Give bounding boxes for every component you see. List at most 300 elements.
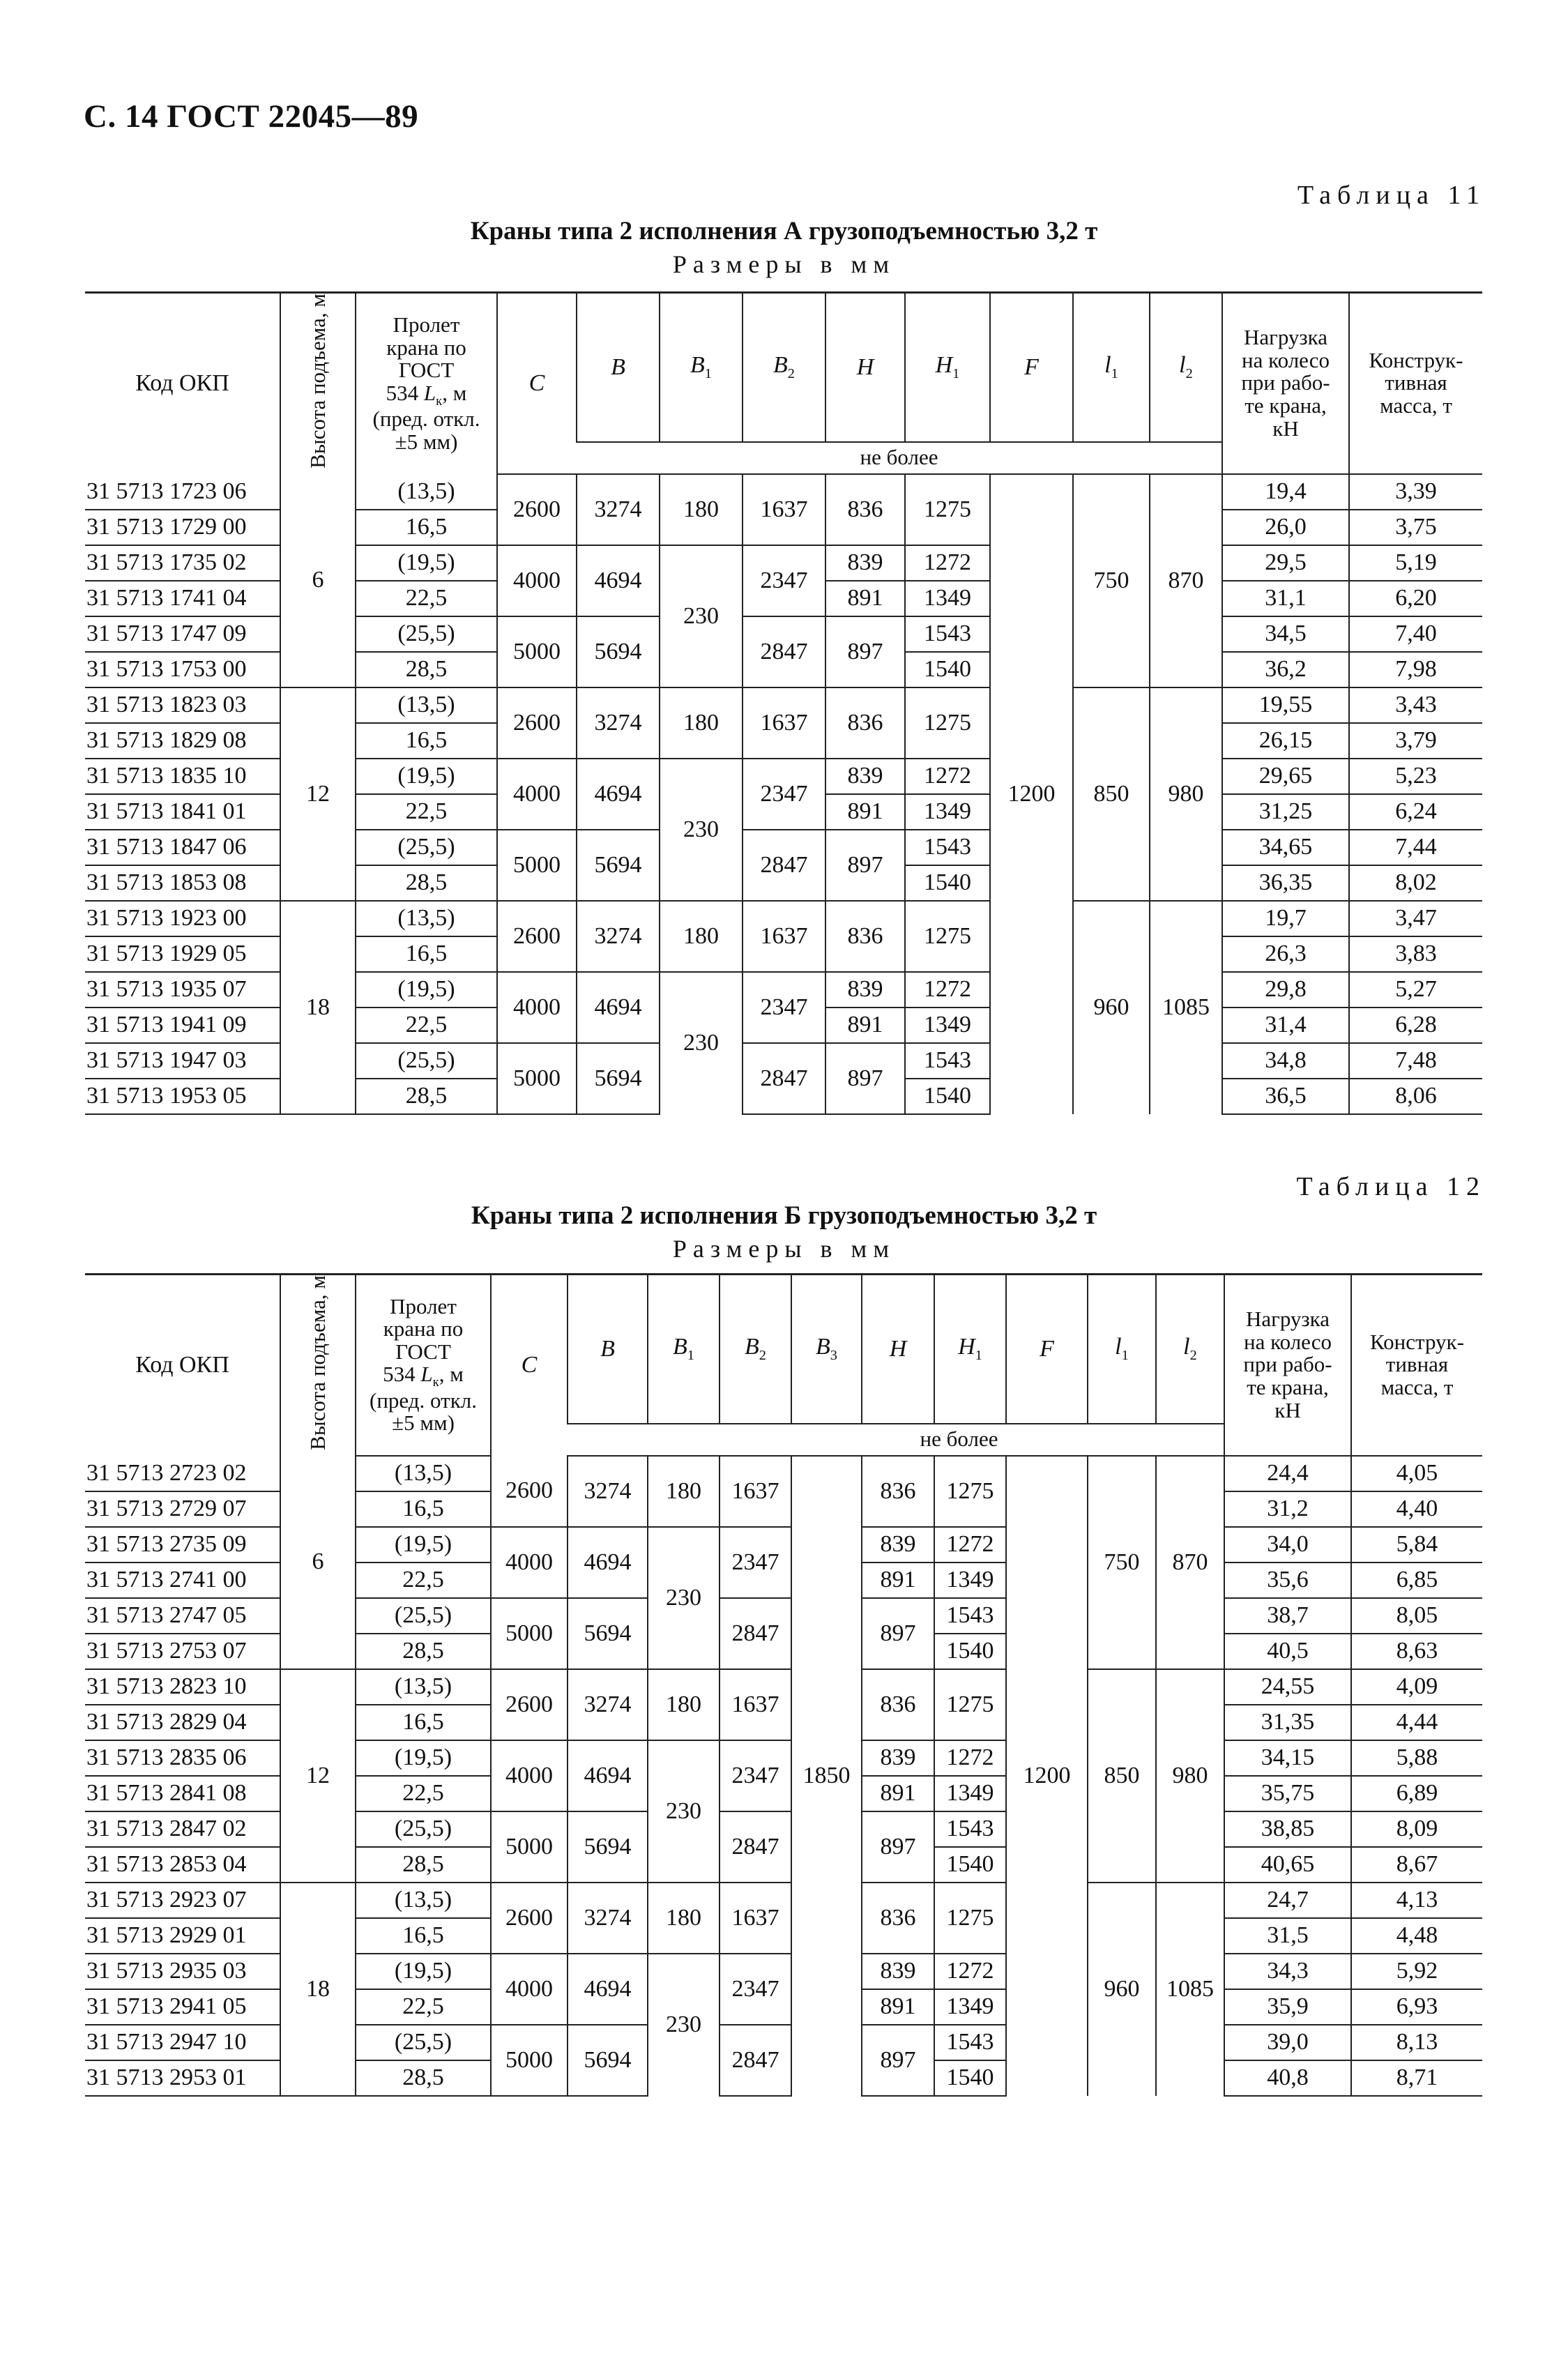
h-cell: 836 bbox=[862, 1669, 934, 1740]
h-cell: 897 bbox=[862, 1598, 934, 1669]
span-cell: (13,5) bbox=[356, 1883, 491, 1918]
col-mass-header: Конструк- тивная масса, т bbox=[1351, 1275, 1482, 1456]
okp-code-cell: 31 5713 2947 10 bbox=[85, 2025, 280, 2060]
h1-cell: 1543 bbox=[934, 1598, 1006, 1634]
mass-cell: 5,23 bbox=[1349, 759, 1482, 794]
c-cell: 2600 bbox=[491, 1883, 568, 1954]
b3-cell: 1850 bbox=[791, 1456, 862, 2096]
wheel-load-cell: 19,55 bbox=[1222, 687, 1349, 723]
okp-code-cell: 31 5713 1929 05 bbox=[85, 936, 280, 972]
mass-cell: 3,39 bbox=[1349, 474, 1482, 510]
wheel-load-cell: 35,9 bbox=[1224, 1989, 1351, 2025]
h1-cell: 1543 bbox=[934, 1811, 1006, 1847]
b2-cell: 2347 bbox=[743, 545, 825, 616]
h1-cell: 1275 bbox=[905, 901, 990, 972]
mass-cell: 5,19 bbox=[1349, 545, 1482, 581]
col-h1-header: $H_1$ bbox=[934, 1275, 1006, 1424]
h-cell: 836 bbox=[862, 1883, 934, 1954]
wheel-load-cell: 35,6 bbox=[1224, 1563, 1351, 1598]
mass-cell: 6,93 bbox=[1351, 1989, 1482, 2025]
mass-cell: 5,88 bbox=[1351, 1740, 1482, 1776]
b-cell: 5694 bbox=[577, 1043, 660, 1114]
table-11-units: Размеры в мм bbox=[672, 250, 896, 278]
l1-cell: 850 bbox=[1073, 687, 1150, 901]
wheel-load-cell: 24,7 bbox=[1224, 1883, 1351, 1918]
okp-code-cell: 31 5713 2747 05 bbox=[85, 1598, 280, 1634]
b1-cell: 180 bbox=[660, 687, 743, 759]
b2-cell: 2847 bbox=[743, 1043, 825, 1114]
h1-cell: 1272 bbox=[905, 972, 990, 1008]
okp-code-cell: 31 5713 2923 07 bbox=[85, 1883, 280, 1918]
span-cell: (19,5) bbox=[356, 1740, 491, 1776]
span-cell: 22,5 bbox=[356, 1563, 491, 1598]
b2-cell: 2847 bbox=[720, 2025, 791, 2096]
okp-code-cell: 31 5713 2829 04 bbox=[85, 1705, 280, 1740]
c-cell: 4000 bbox=[491, 1527, 568, 1598]
span-cell: 28,5 bbox=[356, 1079, 497, 1114]
lift-height-cell: 12 bbox=[280, 1669, 356, 1883]
mass-cell: 4,05 bbox=[1351, 1456, 1482, 1491]
okp-code-cell: 31 5713 2823 10 bbox=[85, 1669, 280, 1705]
h1-cell: 1349 bbox=[934, 1989, 1006, 2025]
mass-cell: 4,44 bbox=[1351, 1705, 1482, 1740]
b2-cell: 2347 bbox=[720, 1954, 791, 2025]
wheel-load-cell: 40,5 bbox=[1224, 1634, 1351, 1669]
col-l2-header: $l_2$ bbox=[1150, 293, 1222, 442]
span-cell: 22,5 bbox=[356, 1989, 491, 2025]
b-cell: 5694 bbox=[568, 2025, 648, 2096]
h-cell: 897 bbox=[862, 2025, 934, 2096]
c-cell: 4000 bbox=[491, 1740, 568, 1811]
col-load-header: Нагрузка на колесо при рабо- те крана, кН bbox=[1222, 293, 1349, 474]
wheel-load-cell: 39,0 bbox=[1224, 2025, 1351, 2060]
b1-cell: 230 bbox=[648, 1527, 720, 1669]
wheel-load-cell: 35,75 bbox=[1224, 1776, 1351, 1811]
mass-cell: 8,63 bbox=[1351, 1634, 1482, 1669]
b1-cell: 230 bbox=[660, 972, 743, 1114]
b-cell: 4694 bbox=[577, 759, 660, 830]
col-span-header: Пролет крана по ГОСТ 534 $L_к$, м (пред. откл. ±5 мм) bbox=[356, 1275, 491, 1456]
h-cell: 897 bbox=[825, 830, 905, 901]
okp-code-cell: 31 5713 1947 03 bbox=[85, 1043, 280, 1079]
h1-cell: 1272 bbox=[905, 759, 990, 794]
mass-cell: 5,84 bbox=[1351, 1527, 1482, 1563]
okp-code-cell: 31 5713 2735 09 bbox=[85, 1527, 280, 1563]
col-f-header: F bbox=[990, 293, 1073, 442]
span-cell: 16,5 bbox=[356, 1705, 491, 1740]
h-cell: 839 bbox=[862, 1740, 934, 1776]
mass-cell: 8,06 bbox=[1349, 1079, 1482, 1114]
b-cell: 3274 bbox=[568, 1883, 648, 1954]
wheel-load-cell: 26,0 bbox=[1222, 510, 1349, 545]
okp-code-cell: 31 5713 2941 05 bbox=[85, 1989, 280, 2025]
h-cell: 891 bbox=[862, 1776, 934, 1811]
okp-code-cell: 31 5713 2723 02 bbox=[85, 1456, 280, 1491]
l2-cell: 870 bbox=[1150, 474, 1222, 687]
h-cell: 897 bbox=[825, 616, 905, 687]
b2-cell: 1637 bbox=[743, 474, 825, 545]
col-b1-header: $B_1$ bbox=[660, 293, 743, 442]
h1-cell: 1272 bbox=[934, 1954, 1006, 1989]
h1-cell: 1275 bbox=[934, 1669, 1006, 1740]
wheel-load-cell: 29,8 bbox=[1222, 972, 1349, 1008]
mass-cell: 4,40 bbox=[1351, 1491, 1482, 1527]
h1-cell: 1275 bbox=[905, 687, 990, 759]
okp-code-cell: 31 5713 2847 02 bbox=[85, 1811, 280, 1847]
mass-cell: 8,13 bbox=[1351, 2025, 1482, 2060]
h1-cell: 1349 bbox=[934, 1776, 1006, 1811]
span-cell: 16,5 bbox=[356, 936, 497, 972]
span-cell: 16,5 bbox=[356, 510, 497, 545]
okp-code-cell: 31 5713 1753 00 bbox=[85, 652, 280, 687]
b1-cell: 180 bbox=[648, 1883, 720, 1954]
b1-cell: 180 bbox=[660, 474, 743, 545]
span-cell: 22,5 bbox=[356, 1776, 491, 1811]
okp-code-cell: 31 5713 2853 04 bbox=[85, 1847, 280, 1883]
span-cell: 28,5 bbox=[356, 1847, 491, 1883]
span-cell: (25,5) bbox=[356, 616, 497, 652]
okp-code-cell: 31 5713 1723 06 bbox=[85, 474, 280, 510]
c-cell: 5000 bbox=[491, 1598, 568, 1669]
mass-cell: 4,48 bbox=[1351, 1918, 1482, 1954]
wheel-load-cell: 34,3 bbox=[1224, 1954, 1351, 1989]
span-cell: 28,5 bbox=[356, 865, 497, 901]
b2-cell: 1637 bbox=[720, 1669, 791, 1740]
h-cell: 891 bbox=[825, 794, 905, 830]
wheel-load-cell: 31,35 bbox=[1224, 1705, 1351, 1740]
col-span-header: Пролет крана по ГОСТ 534 $L_к$, м (пред. откл. ±5 мм) bbox=[356, 293, 497, 474]
okp-code-cell: 31 5713 2953 01 bbox=[85, 2060, 280, 2096]
wheel-load-cell: 38,7 bbox=[1224, 1598, 1351, 1634]
wheel-load-cell: 36,5 bbox=[1222, 1079, 1349, 1114]
span-cell: (13,5) bbox=[356, 901, 497, 936]
h1-cell: 1275 bbox=[905, 474, 990, 545]
span-cell: (19,5) bbox=[356, 545, 497, 581]
col-c-header: C bbox=[491, 1275, 568, 1456]
wheel-load-cell: 38,85 bbox=[1224, 1811, 1351, 1847]
span-cell: (19,5) bbox=[356, 1527, 491, 1563]
not-more-label: не более bbox=[568, 1424, 1351, 1456]
okp-code-cell: 31 5713 2841 08 bbox=[85, 1776, 280, 1811]
mass-cell: 4,13 bbox=[1351, 1883, 1482, 1918]
wheel-load-cell: 31,1 bbox=[1222, 581, 1349, 616]
b2-cell: 2847 bbox=[743, 616, 825, 687]
span-cell: (19,5) bbox=[356, 759, 497, 794]
lift-height-cell: 6 bbox=[280, 1456, 356, 1669]
okp-code-cell: 31 5713 1735 02 bbox=[85, 545, 280, 581]
span-cell: 16,5 bbox=[356, 1491, 491, 1527]
c-cell: 2600 bbox=[491, 1456, 568, 1527]
wheel-load-cell: 19,4 bbox=[1222, 474, 1349, 510]
col-b2-header: $B_2$ bbox=[743, 293, 825, 442]
okp-code-cell: 31 5713 1741 04 bbox=[85, 581, 280, 616]
okp-code-cell: 31 5713 1853 08 bbox=[85, 865, 280, 901]
b2-cell: 1637 bbox=[720, 1883, 791, 1954]
h1-cell: 1272 bbox=[934, 1740, 1006, 1776]
wheel-load-cell: 40,65 bbox=[1224, 1847, 1351, 1883]
h-cell: 839 bbox=[825, 545, 905, 581]
c-cell: 2600 bbox=[497, 901, 577, 972]
c-cell: 4000 bbox=[497, 545, 577, 616]
h-cell: 897 bbox=[825, 1043, 905, 1114]
h-cell: 839 bbox=[825, 972, 905, 1008]
okp-code-cell: 31 5713 2935 03 bbox=[85, 1954, 280, 1989]
span-cell: (13,5) bbox=[356, 687, 497, 723]
l2-cell: 980 bbox=[1156, 1669, 1224, 1883]
mass-cell: 6,28 bbox=[1349, 1008, 1482, 1043]
lift-height-cell: 18 bbox=[280, 901, 356, 1114]
c-cell: 2600 bbox=[497, 474, 577, 545]
h1-cell: 1275 bbox=[934, 1456, 1006, 1527]
b2-cell: 2847 bbox=[720, 1598, 791, 1669]
wheel-load-cell: 40,8 bbox=[1224, 2060, 1351, 2096]
okp-code-cell: 31 5713 1847 06 bbox=[85, 830, 280, 865]
h1-cell: 1540 bbox=[905, 1079, 990, 1114]
b-cell: 5694 bbox=[568, 1811, 648, 1883]
lift-height-cell: 18 bbox=[280, 1883, 356, 2096]
mass-cell: 7,44 bbox=[1349, 830, 1482, 865]
wheel-load-cell: 29,5 bbox=[1222, 545, 1349, 581]
b-cell: 5694 bbox=[577, 830, 660, 901]
okp-code-cell: 31 5713 1841 01 bbox=[85, 794, 280, 830]
span-cell: 28,5 bbox=[356, 2060, 491, 2096]
b2-cell: 1637 bbox=[743, 687, 825, 759]
c-cell: 4000 bbox=[497, 759, 577, 830]
table-row bbox=[85, 1669, 1482, 1705]
b-cell: 3274 bbox=[577, 474, 660, 545]
okp-code-cell: 31 5713 1747 09 bbox=[85, 616, 280, 652]
col-l1-header: $l_1$ bbox=[1073, 293, 1150, 442]
mass-cell: 6,20 bbox=[1349, 581, 1482, 616]
mass-cell: 3,47 bbox=[1349, 901, 1482, 936]
h1-cell: 1543 bbox=[905, 1043, 990, 1079]
mass-cell: 8,02 bbox=[1349, 865, 1482, 901]
mass-cell: 5,92 bbox=[1351, 1954, 1482, 1989]
mass-cell: 6,24 bbox=[1349, 794, 1482, 830]
b2-cell: 2847 bbox=[720, 1811, 791, 1883]
span-cell: (25,5) bbox=[356, 1043, 497, 1079]
b1-cell: 180 bbox=[648, 1456, 720, 1527]
h1-cell: 1543 bbox=[905, 616, 990, 652]
b1-cell: 230 bbox=[648, 1740, 720, 1883]
wheel-load-cell: 29,65 bbox=[1222, 759, 1349, 794]
span-cell: 16,5 bbox=[356, 1918, 491, 1954]
table-11-number: Таблица 11 bbox=[1297, 181, 1486, 210]
span-cell: (13,5) bbox=[356, 1456, 491, 1491]
span-cell: (25,5) bbox=[356, 1811, 491, 1847]
b-cell: 3274 bbox=[568, 1669, 648, 1740]
mass-cell: 7,48 bbox=[1349, 1043, 1482, 1079]
mass-cell: 6,85 bbox=[1351, 1563, 1482, 1598]
span-cell: 28,5 bbox=[356, 1634, 491, 1669]
b-cell: 5694 bbox=[568, 1598, 648, 1669]
h-cell: 891 bbox=[862, 1989, 934, 2025]
col-b3-header: $B_3$ bbox=[791, 1275, 862, 1424]
f-cell: 1200 bbox=[1006, 1456, 1088, 2096]
h1-cell: 1272 bbox=[905, 545, 990, 581]
table-row bbox=[85, 1456, 1482, 1491]
col-h-header: H bbox=[825, 293, 905, 442]
table-12-units: Размеры в мм bbox=[672, 1235, 896, 1263]
c-cell: 5000 bbox=[497, 1043, 577, 1114]
wheel-load-cell: 34,8 bbox=[1222, 1043, 1349, 1079]
b2-cell: 2347 bbox=[720, 1740, 791, 1811]
h-cell: 839 bbox=[862, 1527, 934, 1563]
okp-code-cell: 31 5713 2741 00 bbox=[85, 1563, 280, 1598]
col-height-header: Высота подъема, м bbox=[280, 293, 356, 474]
wheel-load-cell: 26,3 bbox=[1222, 936, 1349, 972]
c-cell: 2600 bbox=[497, 687, 577, 759]
col-c-header: C bbox=[497, 293, 577, 474]
mass-cell: 8,05 bbox=[1351, 1598, 1482, 1634]
b-cell: 3274 bbox=[568, 1456, 648, 1527]
mass-cell: 8,67 bbox=[1351, 1847, 1482, 1883]
table-12-caption: Краны типа 2 исполнения Б грузоподъемностью 3,2 т bbox=[471, 1201, 1097, 1230]
col-b-header: B bbox=[568, 1275, 648, 1424]
span-cell: (25,5) bbox=[356, 1598, 491, 1634]
col-code-header: Код ОКП bbox=[85, 1275, 280, 1456]
span-cell: 16,5 bbox=[356, 723, 497, 759]
col-b-header: B bbox=[577, 293, 660, 442]
table-row bbox=[85, 1883, 1482, 1918]
col-b1-header: $B_1$ bbox=[648, 1275, 720, 1424]
wheel-load-cell: 36,35 bbox=[1222, 865, 1349, 901]
h1-cell: 1543 bbox=[934, 2025, 1006, 2060]
h-cell: 891 bbox=[825, 1008, 905, 1043]
lift-height-cell: 12 bbox=[280, 687, 356, 901]
h-cell: 839 bbox=[862, 1954, 934, 1989]
col-code-header: Код ОКП bbox=[85, 293, 280, 474]
okp-code-cell: 31 5713 1923 00 bbox=[85, 901, 280, 936]
okp-code-cell: 31 5713 2729 07 bbox=[85, 1491, 280, 1527]
c-cell: 5000 bbox=[491, 2025, 568, 2096]
b-cell: 4694 bbox=[568, 1527, 648, 1598]
b-cell: 4694 bbox=[577, 972, 660, 1043]
b-cell: 5694 bbox=[577, 616, 660, 687]
c-cell: 4000 bbox=[497, 972, 577, 1043]
c-cell: 5000 bbox=[497, 830, 577, 901]
mass-cell: 3,79 bbox=[1349, 723, 1482, 759]
mass-cell: 7,98 bbox=[1349, 652, 1482, 687]
l1-cell: 750 bbox=[1073, 474, 1150, 687]
okp-code-cell: 31 5713 1829 08 bbox=[85, 723, 280, 759]
h1-cell: 1349 bbox=[905, 1008, 990, 1043]
col-height-header: Высота подъема, м bbox=[280, 1275, 356, 1456]
h1-cell: 1540 bbox=[905, 865, 990, 901]
mass-cell: 8,71 bbox=[1351, 2060, 1482, 2096]
span-cell: (13,5) bbox=[356, 474, 497, 510]
l1-cell: 850 bbox=[1088, 1669, 1156, 1883]
span-cell: (25,5) bbox=[356, 830, 497, 865]
h1-cell: 1275 bbox=[934, 1883, 1006, 1954]
h-cell: 891 bbox=[862, 1563, 934, 1598]
wheel-load-cell: 26,15 bbox=[1222, 723, 1349, 759]
h-cell: 836 bbox=[862, 1456, 934, 1527]
col-l1-header: $l_1$ bbox=[1088, 1275, 1156, 1424]
wheel-load-cell: 31,5 bbox=[1224, 1918, 1351, 1954]
b1-cell: 230 bbox=[648, 1954, 720, 2096]
wheel-load-cell: 19,7 bbox=[1222, 901, 1349, 936]
b1-cell: 180 bbox=[648, 1669, 720, 1740]
wheel-load-cell: 34,5 bbox=[1222, 616, 1349, 652]
wheel-load-cell: 24,55 bbox=[1224, 1669, 1351, 1705]
h1-cell: 1272 bbox=[934, 1527, 1006, 1563]
span-cell: 22,5 bbox=[356, 794, 497, 830]
c-cell: 5000 bbox=[491, 1811, 568, 1883]
span-cell: (25,5) bbox=[356, 2025, 491, 2060]
wheel-load-cell: 31,2 bbox=[1224, 1491, 1351, 1527]
b-cell: 3274 bbox=[577, 687, 660, 759]
c-cell: 2600 bbox=[491, 1669, 568, 1740]
h1-cell: 1540 bbox=[934, 2060, 1006, 2096]
l2-cell: 980 bbox=[1150, 687, 1222, 901]
l1-cell: 750 bbox=[1088, 1456, 1156, 1669]
okp-code-cell: 31 5713 2835 06 bbox=[85, 1740, 280, 1776]
wheel-load-cell: 34,15 bbox=[1224, 1740, 1351, 1776]
h1-cell: 1540 bbox=[934, 1634, 1006, 1669]
span-cell: (13,5) bbox=[356, 1669, 491, 1705]
mass-cell: 3,75 bbox=[1349, 510, 1482, 545]
table-11 bbox=[85, 291, 1482, 1115]
l2-cell: 1085 bbox=[1150, 901, 1222, 1114]
span-cell: 28,5 bbox=[356, 652, 497, 687]
mass-cell: 7,40 bbox=[1349, 616, 1482, 652]
okp-code-cell: 31 5713 2753 07 bbox=[85, 1634, 280, 1669]
h-cell: 897 bbox=[862, 1811, 934, 1883]
b2-cell: 2347 bbox=[743, 972, 825, 1043]
mass-cell: 5,27 bbox=[1349, 972, 1482, 1008]
l2-cell: 1085 bbox=[1156, 1883, 1224, 2096]
okp-code-cell: 31 5713 1823 03 bbox=[85, 687, 280, 723]
b2-cell: 1637 bbox=[720, 1456, 791, 1527]
span-cell: 22,5 bbox=[356, 1008, 497, 1043]
mass-cell: 3,43 bbox=[1349, 687, 1482, 723]
h-cell: 836 bbox=[825, 687, 905, 759]
col-mass-header: Конструк- тивная масса, т bbox=[1349, 293, 1482, 474]
okp-code-cell: 31 5713 2929 01 bbox=[85, 1918, 280, 1954]
h1-cell: 1349 bbox=[905, 794, 990, 830]
h1-cell: 1540 bbox=[934, 1847, 1006, 1883]
b-cell: 4694 bbox=[568, 1954, 648, 2025]
okp-code-cell: 31 5713 1953 05 bbox=[85, 1079, 280, 1114]
h1-cell: 1540 bbox=[905, 652, 990, 687]
lift-height-cell: 6 bbox=[280, 474, 356, 687]
b-cell: 4694 bbox=[577, 545, 660, 616]
wheel-load-cell: 31,25 bbox=[1222, 794, 1349, 830]
b2-cell: 2347 bbox=[743, 759, 825, 830]
mass-cell: 8,09 bbox=[1351, 1811, 1482, 1847]
b1-cell: 180 bbox=[660, 901, 743, 972]
page-header: С. 14 ГОСТ 22045—89 bbox=[84, 98, 419, 135]
span-cell: (19,5) bbox=[356, 972, 497, 1008]
wheel-load-cell: 34,0 bbox=[1224, 1527, 1351, 1563]
col-b2-header: $B_2$ bbox=[720, 1275, 791, 1424]
l1-cell: 960 bbox=[1088, 1883, 1156, 2096]
c-cell: 5000 bbox=[497, 616, 577, 687]
b-cell: 4694 bbox=[568, 1740, 648, 1811]
mass-cell: 6,89 bbox=[1351, 1776, 1482, 1811]
h-cell: 891 bbox=[825, 581, 905, 616]
b2-cell: 2847 bbox=[743, 830, 825, 901]
b1-cell: 230 bbox=[660, 759, 743, 901]
wheel-load-cell: 34,65 bbox=[1222, 830, 1349, 865]
b2-cell: 2347 bbox=[720, 1527, 791, 1598]
span-cell: (19,5) bbox=[356, 1954, 491, 1989]
h-cell: 836 bbox=[825, 901, 905, 972]
table-11-caption: Краны типа 2 исполнения А грузоподъемностью 3,2 т bbox=[470, 217, 1098, 245]
not-more-label: не более bbox=[577, 442, 1222, 474]
mass-cell: 4,09 bbox=[1351, 1669, 1482, 1705]
